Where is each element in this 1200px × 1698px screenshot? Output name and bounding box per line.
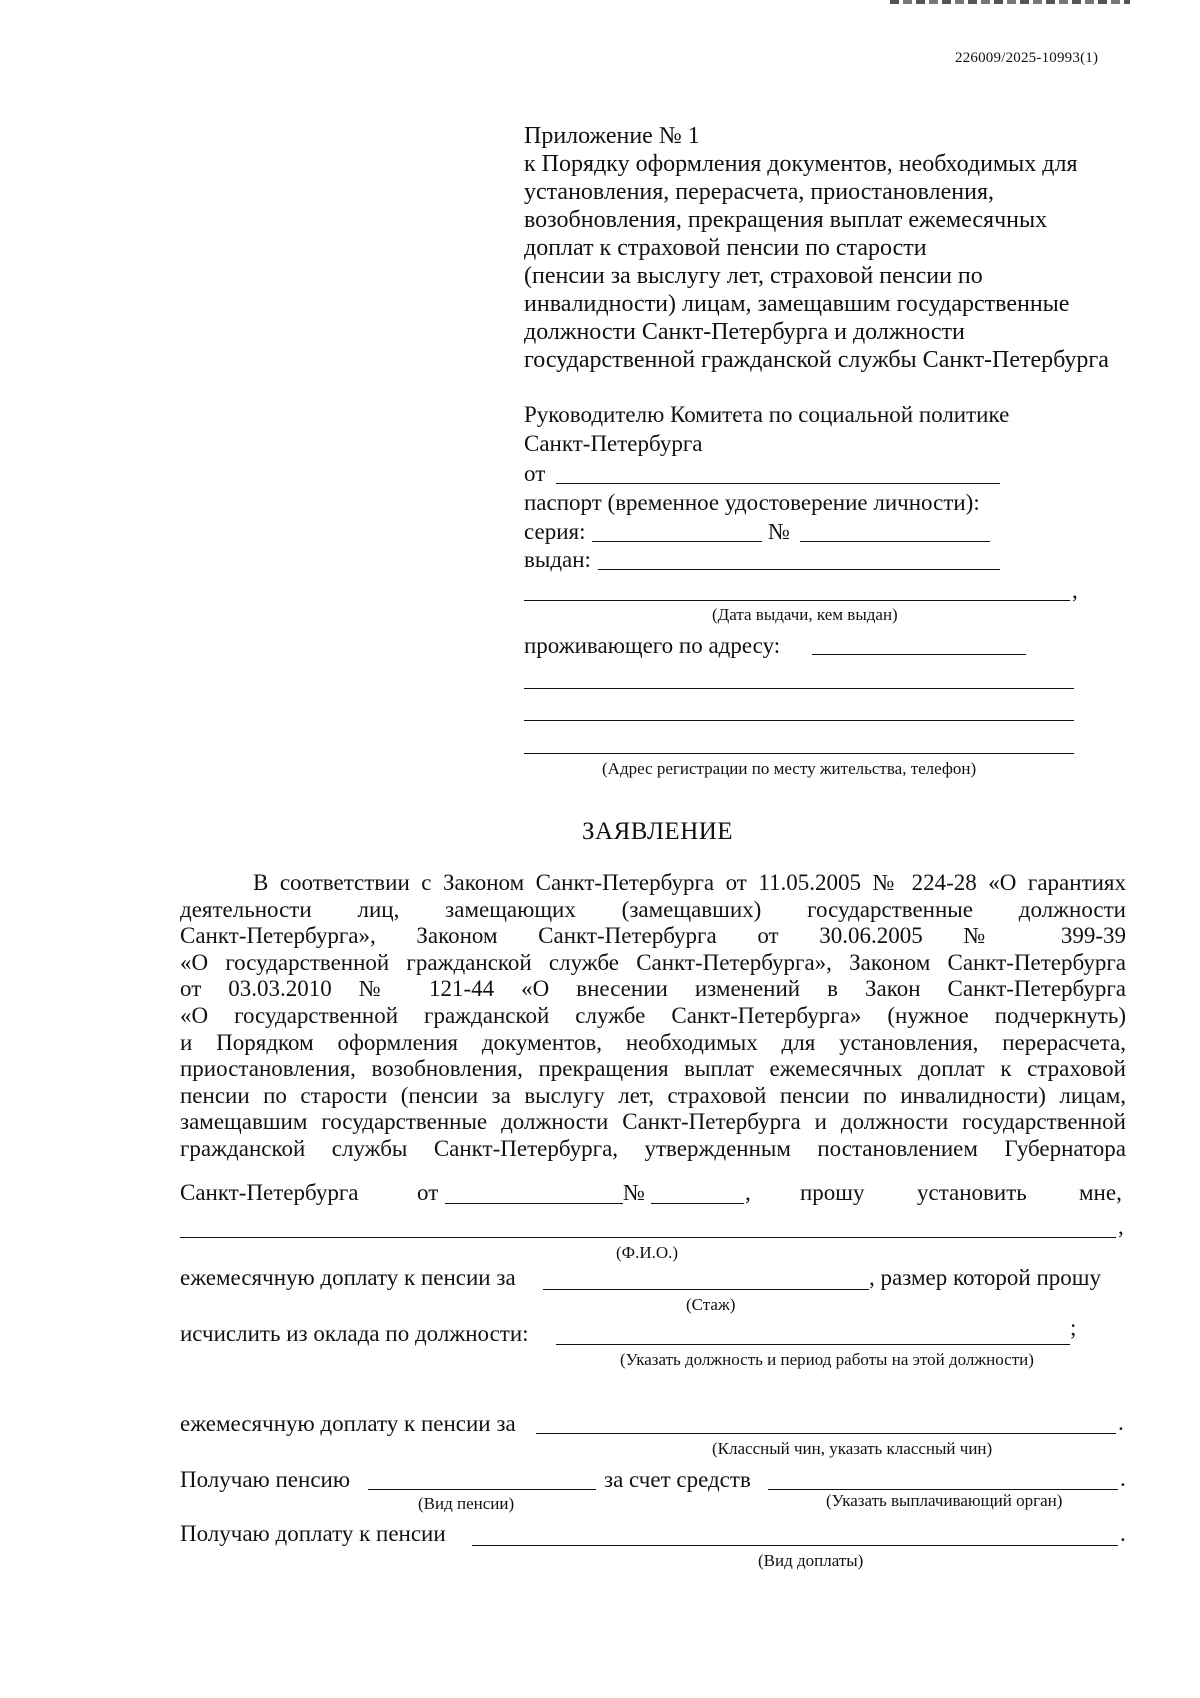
annex-line: инвалидности) лицам, замещавшим государственные — [524, 291, 1070, 317]
annex-line: (пенсии за выслугу лет, страховой пенсии по — [524, 263, 983, 289]
semicolon: ; — [1070, 1315, 1077, 1340]
class-rank-field[interactable] — [536, 1433, 1116, 1434]
payer-field[interactable] — [768, 1489, 1118, 1490]
resolution-number-field[interactable] — [651, 1203, 744, 1204]
paragraph-line: приостановления, возобновления, прекращения выплат ежемесячных доплат к страховой — [180, 1056, 1126, 1082]
last-line-from: от — [417, 1180, 439, 1205]
at-expense-label: за счет средств — [604, 1467, 751, 1492]
addressee-line-1: Руководителю Комитета по социальной политике — [524, 402, 1010, 427]
issued-label: выдан: — [524, 547, 591, 572]
receive-pension-label: Получаю пенсию — [180, 1467, 351, 1492]
annex-line: должности Санкт-Петербурга и должности — [524, 319, 965, 345]
monthly-supplement-label-2: ежемесячную доплату к пенсии за — [180, 1411, 516, 1436]
receive-supplement-label: Получаю доплату к пенсии — [180, 1521, 446, 1546]
paragraph-line: Санкт-Петербурга», Законом Санкт-Петербурга от 30.06.2005 № 399-39 — [180, 923, 1126, 949]
addressee-line-2: Санкт-Петербурга — [524, 431, 703, 456]
supplement-period: . — [1120, 1521, 1126, 1546]
residing-label: проживающего по адресу: — [524, 633, 781, 658]
last-line-request: прошу — [800, 1180, 865, 1205]
seniority-field[interactable] — [543, 1289, 869, 1290]
passport-number-field[interactable] — [800, 541, 990, 542]
paragraph-line: пенсии по старости (пенсии за выслугу лет, страховой пенсии по инвалидности) лицам, — [180, 1082, 1126, 1108]
annex-line: Приложение № 1 — [524, 123, 700, 149]
issued-comma: , — [1072, 578, 1078, 603]
address-field-2[interactable] — [524, 720, 1074, 721]
from-label: от — [524, 461, 546, 486]
payer-period: . — [1120, 1466, 1126, 1491]
paragraph-line: «О государственной гражданской службе Санкт-Петербурга», Законом Санкт-Петербурга — [180, 949, 1126, 975]
annex-line: доплат к страховой пенсии по старости — [524, 235, 927, 261]
annex-line: установления, перерасчета, приостановления, — [524, 179, 995, 205]
rank-period: . — [1118, 1410, 1124, 1435]
payer-caption: (Указать выплачивающий орган) — [826, 1491, 1063, 1510]
paragraph-line: В соответствии с Законом Санкт-Петербурга от 11.05.2005 № 224-28 «О гарантиях — [253, 870, 1126, 895]
seniority-caption: (Стаж) — [686, 1295, 736, 1314]
paragraph-line: гражданской службы Санкт-Петербурга, утвержденным постановлением Губернатора — [180, 1135, 1126, 1161]
supplement-type-caption: (Вид доплаты) — [758, 1551, 864, 1570]
series-label: серия: — [524, 519, 586, 544]
address-field-3[interactable] — [524, 753, 1074, 754]
size-text: , размер которой прошу — [869, 1265, 1102, 1290]
last-line-me: мне, — [1079, 1180, 1122, 1205]
issued-field[interactable] — [598, 569, 1000, 570]
calc-from-label: исчислить из оклада по должности: — [180, 1321, 529, 1346]
paragraph-line: замещавшим государственные должности Санкт-Петербурга и должности государственной — [180, 1109, 1126, 1135]
pension-type-field[interactable] — [368, 1489, 596, 1490]
paragraph-line: от 03.03.2010 № 121-44 «О внесении изменений в Закон Санкт-Петербурга — [180, 976, 1126, 1002]
fio-field[interactable] — [180, 1237, 1116, 1238]
from-field[interactable] — [556, 483, 1000, 484]
document-title: ЗАЯВЛЕНИЕ — [582, 818, 734, 845]
statement-paragraph — [180, 870, 1126, 1163]
rank-caption: (Классный чин, указать классный чин) — [712, 1439, 993, 1458]
last-line-number-sign: № — [623, 1180, 645, 1205]
number-label: № — [768, 519, 790, 544]
scan-artifact — [890, 0, 1130, 4]
resolution-date-field[interactable] — [445, 1203, 623, 1204]
paragraph-line: и Порядком оформления документов, необходимых для установления, перерасчета, — [180, 1029, 1126, 1055]
issued-date-field[interactable] — [524, 600, 1070, 601]
supplement-type-field[interactable] — [472, 1545, 1118, 1546]
monthly-supplement-label: ежемесячную доплату к пенсии за — [180, 1265, 516, 1290]
annex-line: государственной гражданской службы Санкт-Петербурга — [524, 347, 1109, 373]
position-caption: (Указать должность и период работы на этой должности) — [620, 1350, 1034, 1369]
last-line-establish: установить — [917, 1180, 1027, 1205]
annex-line: к Порядку оформления документов, необходимых для — [524, 151, 1078, 177]
address-caption: (Адрес регистрации по месту жительства, телефон) — [602, 759, 977, 778]
fio-comma: , — [1118, 1214, 1124, 1239]
annex-header — [524, 122, 1109, 374]
issued-caption: (Дата выдачи, кем выдан) — [712, 605, 898, 624]
paragraph-line: деятельности лиц, замещающих (замещавших) государственные должности — [180, 896, 1126, 922]
last-line-comma: , — [745, 1180, 751, 1205]
passport-label: паспорт (временное удостоверение личности): — [524, 490, 980, 515]
series-field[interactable] — [592, 541, 762, 542]
fio-caption: (Ф.И.О.) — [616, 1243, 679, 1262]
last-line-city: Санкт-Петербурга — [180, 1180, 359, 1205]
residing-field[interactable] — [812, 654, 1026, 655]
address-field-1[interactable] — [524, 688, 1074, 689]
paragraph-line: «О государственной гражданской службе Санкт-Петербурга» (нужное подчеркнуть) — [180, 1002, 1126, 1028]
position-field[interactable] — [556, 1344, 1070, 1345]
document-number: 226009/2025-10993(1) — [955, 50, 1099, 66]
annex-line: возобновления, прекращения выплат ежемесячных — [524, 207, 1048, 233]
pension-type-caption: (Вид пенсии) — [418, 1494, 515, 1513]
